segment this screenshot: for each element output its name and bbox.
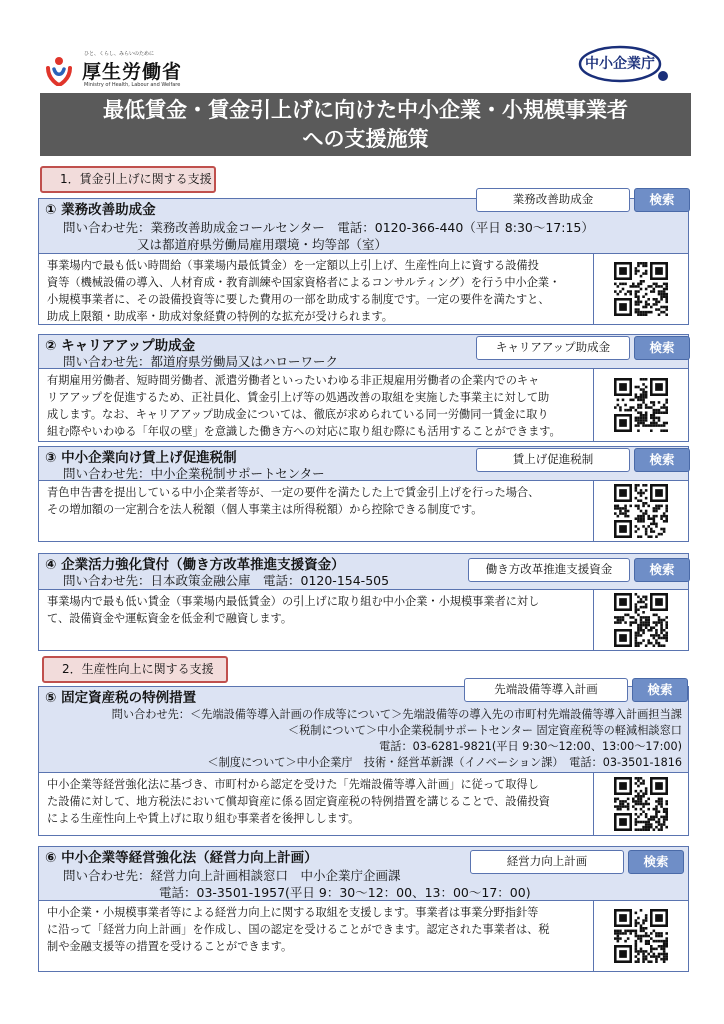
body-line: た設備に対して、地方税法において償却資産に係る固定資産税の特例措置を講じることで、設備投資 (47, 795, 550, 808)
body-line: その増加額の一定割合を法人税額（個人事業主は所得税額）から控除できる制度です。 (47, 503, 483, 516)
contact-line: 問い合わせ先：都道府県労働局又はハローワーク (63, 354, 339, 369)
search-group (468, 558, 690, 582)
mhlw-name: 厚生労働省 (82, 61, 183, 83)
qr-code-icon (614, 262, 668, 316)
search-term-box[interactable]: 業務改善助成金 (476, 188, 630, 212)
search-term-box[interactable]: 経営力向上計画 (470, 850, 624, 874)
body-line: 有期雇用労働者、短時間労働者、派遣労働者といったいわゆる非正規雇用労働者の企業内でのキャ (47, 374, 540, 387)
contact-line: 問い合わせ先：＜先端設備等導入計画の作成等について＞先端設備等の導入先の市町村先端設備等導入計画担当課 (111, 708, 682, 721)
body-line: 事業場内で最も低い賃金（事業場内最低賃金）の引上げに取り組む中小企業・小規模事業者に対し (47, 595, 540, 608)
qr-code-icon (614, 593, 668, 647)
section-tab-wage-increase: 1．賃金引上げに関する支援 (40, 166, 216, 193)
qr-code-icon (614, 777, 668, 831)
card-body (39, 254, 688, 324)
body-line: リアアップを促進するため、正社員化、賃金引上げ等の処遇改善の取組を実施した事業主に対して助 (47, 391, 550, 404)
card-title: ⑥ 中小企業等経営強化法（経営力向上計画） (45, 850, 318, 866)
page-title-line-2: への支援施策 (302, 127, 429, 151)
card-title: ④ 企業活力強化貸付（働き方改革推進支援資金） (45, 557, 345, 573)
mhlw-english-name: Ministry of Health, Labour and Welfare (84, 82, 181, 88)
body-line: 成します。なお、キャリアアップ助成金については、徹底が求められている同一労働同一賃金に取り (47, 408, 549, 421)
contact-line: 問い合わせ先：日本政策金融公庫 電話：0120-154-505 (63, 573, 390, 588)
search-group (470, 850, 684, 874)
body-line: 制や金融支援等の措置を受けることができます。 (47, 940, 293, 953)
search-term-box[interactable]: キャリアアップ助成金 (476, 336, 630, 360)
search-group (476, 336, 690, 360)
search-term-box[interactable]: 賃上げ促進税制 (476, 448, 630, 472)
search-button[interactable]: 検索 (632, 678, 688, 702)
mhlw-logo (44, 48, 194, 92)
page-title-line-1: 最低賃金・賃金引上げに向けた中小企業・小規模事業者 (103, 98, 628, 122)
qr-code[interactable] (593, 590, 687, 650)
search-group (464, 678, 688, 702)
sme-agency-name: 中小企業庁 (585, 56, 655, 72)
contact-line: ＜税制について＞中小企業税制サポートセンター 固定資産税等の軽減相談窓口 (287, 724, 682, 737)
contact-line: 問い合わせ先：業務改善助成金コールセンター 電話：0120-366-440（平日 8:30～17:15） (63, 220, 594, 235)
card-business-improvement-subsidy (38, 198, 689, 325)
card-body (39, 590, 688, 650)
card-body (39, 369, 688, 441)
card-body (39, 773, 688, 835)
search-button[interactable]: 検索 (634, 558, 690, 582)
card-title: ② キャリアアップ助成金 (45, 338, 196, 354)
mhlw-emblem-icon (44, 54, 74, 86)
search-group (476, 448, 690, 472)
search-term-box[interactable]: 先端設備等導入計画 (464, 678, 628, 702)
body-line: て、設備資金や運転資金を低金利で融資します。 (47, 612, 293, 625)
card-title: ③ 中小企業向け賃上げ促進税制 (45, 450, 237, 466)
search-button[interactable]: 検索 (628, 850, 684, 874)
contact-line: 電話：03-3501-1957(平日 9：30～12：00、13：00～17：00) (159, 885, 531, 900)
body-line: 助成上限額・助成率・助成対象経費の特例的な拡充が受けられます。 (47, 310, 393, 323)
search-button[interactable]: 検索 (634, 336, 690, 360)
card-title: ⑤ 固定資産税の特例措置 (45, 690, 197, 706)
qr-code[interactable] (593, 773, 687, 835)
search-group (476, 188, 690, 212)
contact-line: 電話：03-6281-9821(平日 9:30～12:00、13:00～17:00) (379, 740, 682, 753)
contact-line: 問い合わせ先：中小企業税制サポートセンター (63, 466, 325, 481)
body-line: 青色申告書を提出している中小企業者等が、一定の要件を満たした上で賃金引上げを行った場合、 (47, 486, 540, 499)
card-title: ① 業務改善助成金 (45, 202, 156, 218)
qr-code-icon (614, 484, 668, 538)
body-line: 組む際やいわゆる「年収の壁」を意識した働き方への対応に取り組む際にも活用することができます。 (47, 425, 561, 438)
body-line: に沿って「経営力向上計画」を作成し、国の認定を受けることができます。認定された事業者は、税 (47, 923, 550, 936)
body-line: 中小企業等経営強化法に基づき、市町村から認定を受けた「先端設備等導入計画」に従って取得し (47, 778, 539, 791)
sme-agency-logo (577, 44, 669, 86)
card-fixed-asset-tax-special-measure (38, 686, 689, 836)
contact-line: 問い合わせ先：経営力向上計画相談窓口 中小企業庁企画課 (63, 868, 401, 883)
body-line: 中小企業・小規模事業者等による経営力向上に関する取組を支援します。事業者は事業分野指針等 (47, 906, 539, 919)
search-button[interactable]: 検索 (634, 188, 690, 212)
section-tab-productivity: 2．生産性向上に関する支援 (42, 656, 228, 683)
qr-code[interactable] (593, 254, 687, 324)
qr-code-icon (614, 909, 668, 963)
qr-code[interactable] (593, 901, 687, 971)
body-line: 小規模事業者に、その設備投資等に要した費用の一部を助成する制度です。一定の要件を満たすと、 (47, 293, 550, 306)
contact-line: 又は都道府県労働局雇用環境・均等部（室） (137, 237, 388, 252)
contact-line: ＜制度について＞中小企業庁 技術・経営革新課（イノベーション課） 電話：03-3501-1816 (207, 756, 682, 769)
page-title (40, 93, 691, 156)
search-term-box[interactable]: 働き方改革推進支援資金 (468, 558, 630, 582)
qr-code[interactable] (593, 369, 687, 441)
search-button[interactable]: 検索 (634, 448, 690, 472)
qr-code[interactable] (593, 481, 687, 541)
card-body (39, 481, 688, 541)
body-line: による生産性向上や賃上げに取り組む事業者を後押しします。 (47, 812, 360, 825)
mhlw-tagline: ひと、くらし、みらいのために (84, 51, 155, 57)
body-line: 資等（機械設備の導入、人材育成・教育訓練や国家資格者によるコンサルティング）を行う中小企業・ (47, 276, 561, 289)
qr-code-icon (614, 378, 668, 432)
body-line: 事業場内で最も低い時間給（事業場内最低賃金）を一定額以上引上げ、生産性向上に資する設備投 (47, 259, 539, 272)
card-body (39, 901, 688, 971)
